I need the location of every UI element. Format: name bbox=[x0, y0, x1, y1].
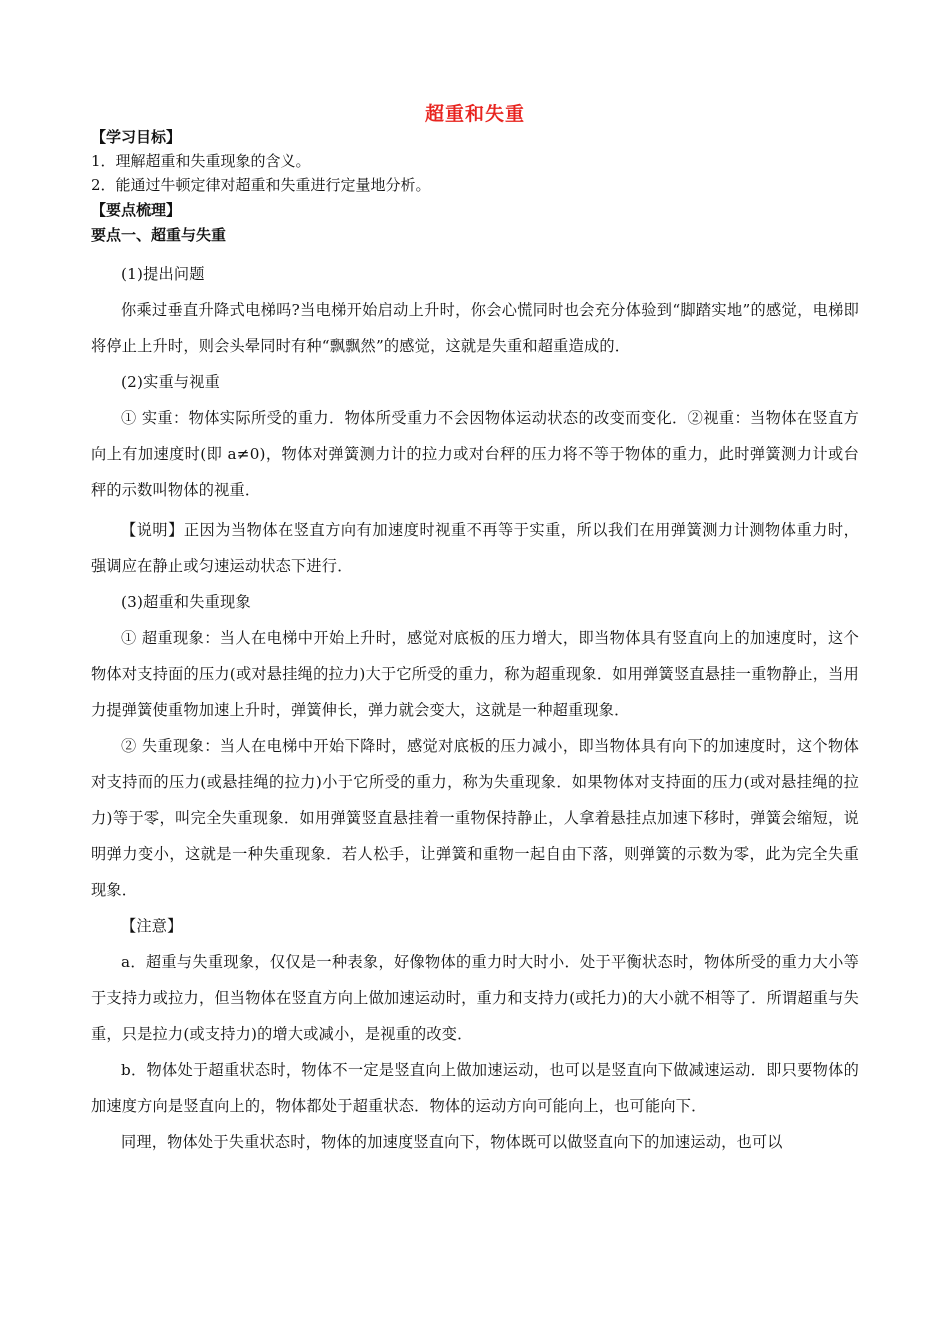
paragraph: ① 超重现象：当人在电梯中开始上升时，感觉对底板的压力增大，即当物体具有竖直向上的加速度时，这个物体对支持面的压力(或对悬挂绳的拉力)大于它所受的重力，称为超重现象．如用弹簧竖直悬挂一重物静止，当用力提弹簧使重物加速上升时，弹簧伸长，弹力就会变大，这就是一种超重现象． bbox=[91, 629, 859, 719]
document-body bbox=[91, 256, 859, 1160]
section-heading-key-points: 【要点梳理】 bbox=[91, 201, 182, 219]
paragraph: ① 实重：物体实际所受的重力．物体所受重力不会因物体运动状态的改变而变化．②视重：当物体在竖直方向上有加速度时(即 a≠0)，物体对弹簧测力计的拉力或对台秤的压力将不等于物体的重力，此时弹簧测力计或台秤的示数叫物体的视重． bbox=[91, 409, 859, 499]
page-title: 超重和失重 bbox=[424, 103, 525, 125]
paragraph: ② 失重现象：当人在电梯中开始下降时，感觉对底板的压力减小，即当物体具有向下的加速度时，这个物体对支持而的压力(或悬挂绳的拉力)小于它所受的重力，称为失重现象．如果物体对支持面的压力(或对悬挂绳的拉力)等于零，叫完全失重现象．如用弹簧竖直悬挂着一重物保持静止，人拿着悬挂点加速下移时，弹簧会缩短，说明弹力变小，这就是一种失重现象．若人松手，让弹簧和重物一起自由下落，则弹簧的示数为零，此为完全失重现象． bbox=[91, 737, 859, 899]
goal-item-2: 2．能通过牛顿定律对超重和失重进行定量地分析。 bbox=[91, 176, 431, 194]
paragraph: b．物体处于超重状态时，物体不一定是竖直向上做加速运动，也可以是竖直向下做减速运动．即只要物体的加速度方向是竖直向上的，物体都处于超重状态．物体的运动方向可能向上，也可能向下． bbox=[91, 1061, 859, 1115]
paragraph: (3)超重和失重现象 bbox=[121, 593, 251, 611]
goal-item-1: 1．理解超重和失重现象的含义。 bbox=[91, 152, 311, 170]
paragraph: (2)实重与视重 bbox=[121, 373, 221, 391]
paragraph: 同理，物体处于失重状态时，物体的加速度竖直向下，物体既可以做竖直向下的加速运动，也可以 bbox=[121, 1133, 783, 1151]
section-heading-learning-goals: 【学习目标】 bbox=[91, 128, 182, 146]
paragraph: 你乘过垂直升降式电梯吗?当电梯开始启动上升时，你会心慌同时也会充分体验到“脚踏实地”的感觉，电梯即将停止上升时，则会头晕同时有种“飘飘然”的感觉，这就是失重和超重造成的． bbox=[91, 301, 859, 355]
paragraph: 【说明】正因为当物体在竖直方向有加速度时视重不再等于实重，所以我们在用弹簧测力计测物体重力时，强调应在静止或匀速运动状态下进行． bbox=[91, 521, 859, 575]
paragraph: (1)提出问题 bbox=[121, 265, 205, 283]
paragraph: a．超重与失重现象，仅仅是一种表象，好像物体的重力时大时小．处于平衡状态时，物体所受的重力大小等于支持力或拉力，但当物体在竖直方向上做加速运动时，重力和支持力(或托力)的大小就不相等了．所谓超重与失重，只是拉力(或支持力)的增大或减小，是视重的改变． bbox=[91, 953, 859, 1043]
paragraph: 【注意】 bbox=[121, 917, 183, 935]
subsection-heading: 要点一、超重与失重 bbox=[91, 226, 227, 244]
